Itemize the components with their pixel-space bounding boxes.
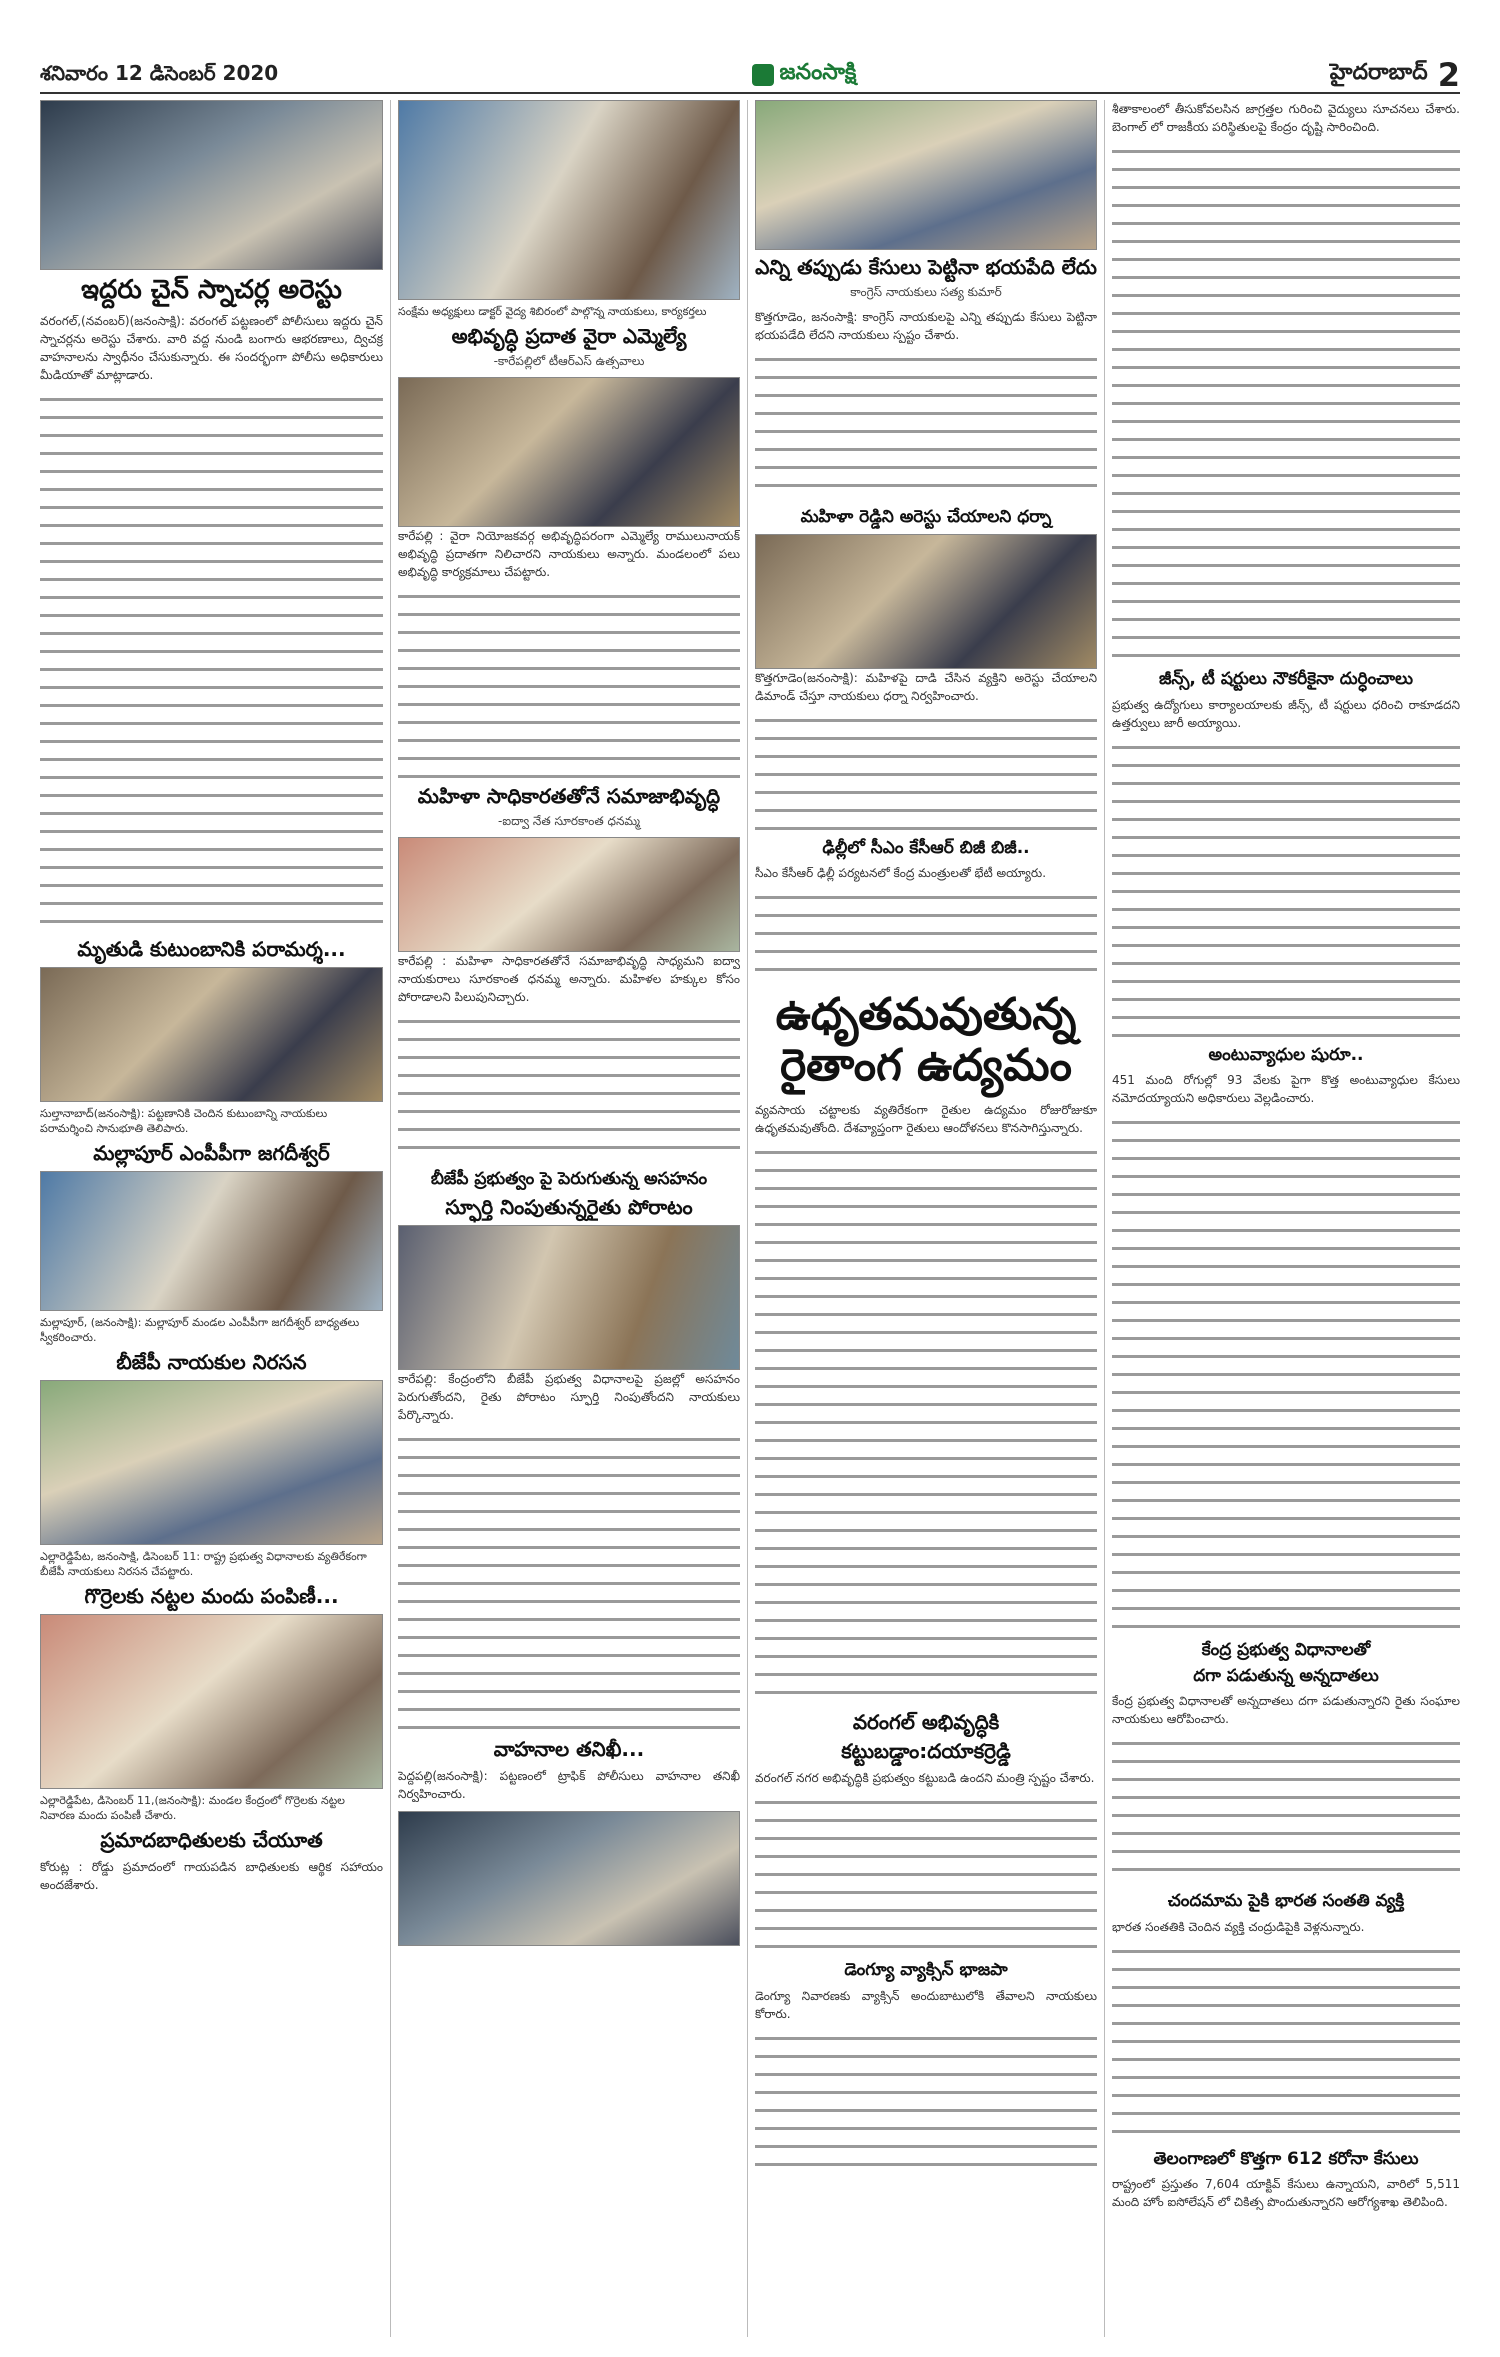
column-2 [398,100,740,2337]
headline-vehicle-check: వాహనాల తనిఖీ... [493,1736,645,1761]
article-warangal-dev: వరంగల్ నగర అభివృద్ధికి ప్రభుత్వం కట్టుబడి ఉందని మంత్రి స్పష్టం చేశారు. [755,1771,1095,1786]
headline-covid-cases: తెలంగాణలో కొత్తగా 612 కరోనా కేసులు [1153,2148,1419,2169]
subhead-women-empowerment: -ఐద్వా నేత సూరకాంత ధనమ్మ [498,814,640,828]
article-chain-snatchers: వరంగల్,(నవంబర్)(జనంసాక్షి): వరంగల్ పట్టణంలో పోలీసులు ఇద్దరు చైన్ స్నాచర్లను అరెస్టు చేశారు. వారి వద్ద నుండి బంగారు ఆభరణాలు, ద్విచక్ర వాహనాలను స్వాధీనం చేసుకున్నారు. ఈ సందర్భంగా పోలీసు అధికారులు మీడియాతో మాట్లాడారు. [40,313,383,382]
brand [752,60,857,90]
column-3 [755,100,1097,2337]
caption-mpp: మల్లాపూర్, (జనంసాక్షి): మల్లాపూర్ మండల ఎంపీపీగా జగదీశ్వర్ బాధ్యతలు స్వీకరించారు. [40,1315,360,1344]
text-lines [398,589,740,779]
text-lines [755,352,1097,502]
article-farmers-movement: వ్యవసాయ చట్టాలకు వ్యతిరేకంగా రైతుల ఉద్యమం రోజురోజుకూ ఉధృతమవుతోంది. దేశవ్యాప్తంగా రైతులు ఆందోళనలు కొనసాగిస్తున్నారు. [755,1103,1097,1136]
brand-logo-icon [752,64,774,86]
headline-false-cases: ఎన్ని తప్పుడు కేసులు పెట్టినా భయపేది లేదు [755,255,1097,279]
headline-wyra-mla: అభివృద్ధి ప్రదాత వైరా ఎమ్మెల్యే [451,324,687,348]
headline-mpp: మల్లాపూర్ ఎంపీపీగా జగదీశ్వర్ [93,1140,330,1165]
brand-name: జనంసాక్షి [779,60,857,85]
headline-infections: అంటువ్యాధుల షురూ.. [1208,1044,1364,1065]
article-vehicle-check: పెద్దపల్లి(జనంసాక్షి): పట్టణంలో ట్రాఫిక్ పోలీసులు వాహనాల తనిఖీ నిర్వహించారు. [398,1768,740,1801]
headline-sheep-medicine: గొర్రెలకు నట్టల మందు పంపిణీ... [84,1583,339,1608]
dharna-photo [755,534,1097,669]
text-lines [1112,740,1460,1040]
article-kcr-delhi: సీఎం కేసీఆర్ ఢిల్లీ పర్యటనలో కేంద్ర మంత్రులతో భేటీ అయ్యారు. [755,866,1047,881]
text-lines [755,2031,1097,2171]
headline-warangal-dev-2: కట్టుబడ్డాం:దయాకర్రెడ్డి [841,1739,1011,1764]
headline-warangal-dev: వరంగల్ అభివృద్ధికి [852,1710,1000,1735]
police-press-photo [40,100,383,270]
vehicle-check-photo [398,1811,740,1946]
headline-moon-mission: చందమామ పైకి భారత సంతతి వ్యక్తి [1167,1891,1405,1912]
caption-sheep-medicine: ఎల్లారెడ్డిపేట, డిసెంబర్ 11,(జనంసాక్షి): మండల కేంద్రంలో గొర్రెలకు నట్టల నివారణ మందు పంపిణీ చేశారు. [40,1793,345,1822]
column-4 [1112,100,1460,2337]
article-covid-cases: రాష్ట్రంలో ప్రస్తుతం 7,604 యాక్టివ్ కేసులు ఉన్నాయని, వారిలో 5,511 మంది హోం ఐసోలేషన్ లో చికిత్స పొందుతున్నారని ఆరోగ్యశాఖ తెలిపింది. [1112,2177,1460,2210]
headline-condolence: మృతుడి కుటుంబానికి పరామర్శ... [77,936,346,961]
aidwa-rally-photo [398,837,740,952]
text-lines [1112,1944,1460,2144]
edition-date: శనివారం 12 డిసెంబర్ 2020 [40,60,279,85]
caption-bjp-protest: ఎల్లారెడ్డిపేట, జనంసాక్షి, డిసెంబర్ 11: రాష్ట్ర ప్రభుత్వ విధానాలకు వ్యతిరేకంగా బీజేపీ నాయకులు నిరసన చేపట్టారు. [40,1549,367,1578]
text-lines [755,1145,1097,1705]
headline-farmers-movement-line1: ఉధృతమవుతున్న [775,989,1077,1041]
bjp-protest-photo [40,1380,383,1545]
text-lines [1112,1115,1460,1635]
text-lines [40,392,383,932]
headline-farmers-movement [755,990,1097,1091]
headline-farmers-movement-line2: రైతాంగ ఉద్యమం [780,1039,1072,1091]
sheep-medicine-photo [40,1614,383,1789]
city-name: హైదరాబాద్ [1329,60,1428,85]
trs-celebration-photo [398,377,740,527]
article-false-cases: కొత్తగూడెం, జనంసాక్షి: కాంగ్రెస్ నాయకులపై ఎన్ని తప్పుడు కేసులు పెట్టినా భయపడేది లేదని నాయకులు స్పష్టం చేశారు. [755,310,1097,342]
congress-leaders-photo [755,100,1097,250]
column-divider [390,100,391,2337]
edition-city [1330,56,1460,94]
article-accident-aid: కోరుట్ల : రోడ్డు ప్రమాదంలో గాయపడిన బాధితులకు ఆర్థిక సహాయం అందజేశారు. [40,1859,383,1892]
text-lines [755,713,1097,833]
article-farmers-struggle: కారేపల్లి: కేంద్రంలోని బీజేపీ ప్రభుత్వ విధానాలపై ప్రజల్లో అసహనం పెరుగుతోందని, రైతు పోరాటం స్ఫూర్తి నింపుతోందని నాయకులు పేర్కొన్నారు. [398,1371,740,1422]
farmers-meeting-photo [398,1225,740,1370]
article-moon-mission: భారత సంతతికి చెందిన వ్యక్తి చంద్రుడిపైకి వెళ్లనున్నారు. [1112,1919,1365,1934]
text-lines [1112,144,1460,664]
mpp-portrait-photo [40,1171,383,1311]
text-lines [1112,1736,1460,1886]
condolence-photo [40,967,383,1102]
subhead-wyra-mla: -కారేపల్లిలో టీఆర్ఎస్ ఉత్సవాలు [493,354,645,368]
page-number: 2 [1437,56,1460,94]
article-jeans-dress-code: ప్రభుత్వ ఉద్యోగులు కార్యాలయాలకు జీన్స్, టీ షర్టులు ధరించి రాకూడదని ఉత్తర్వులు జారీ అయ్యాయి. [1112,697,1460,730]
headline-chain-snatchers: ఇద్దరు చైన్ స్నాచర్ల అరెస్టు [81,275,342,305]
headline-women-empowerment: మహిళా సాధికారతతోనే సమాజాభివృద్ధి [417,784,721,808]
subhead-false-cases: కాంగ్రెస్ నాయకులు సత్య కుమార్ [850,285,1002,299]
article-central-policies: కేంద్ర ప్రభుత్వ విధానాలతో అన్నదాతలు దగా పడుతున్నారని రైతు సంఘాల నాయకులు ఆరోపించారు. [1112,1694,1460,1727]
headline-kcr-delhi: ఢిల్లీలో సీఎం కేసీఆర్ బిజీ బిజీ.. [822,837,1030,858]
text-lines [755,890,1097,980]
article-wyra-mla: కారేపల్లి : వైరా నియోజకవర్గ అభివృద్ధిపరంగా ఎమ్మెల్యే రాములునాయక్ అభివృద్ధి ప్రదాతగా నిలిచారని నాయకులు అన్నారు. మండలంలో పలు అభివృద్ధి కార్యక్రమాలు చేపట్టారు. [398,529,740,579]
masthead [40,58,1460,94]
article-infections: 451 మంది రోగుల్లో 93 వేలకు పైగా కొత్త అంటువ్యాధుల కేసులు నమోదయ్యాయని అధికారులు వెల్లడించారు. [1112,1073,1460,1106]
headline-dengue: డెంగ్యూ వ్యాక్సిన్ భాజపా [844,1960,1008,1981]
article-dharna: కొత్తగూడెం(జనంసాక్షి): మహిళపై దాడి చేసిన వ్యక్తిని అరెస్టు చేయాలని డిమాండ్ చేస్తూ నాయకులు ధర్నా నిర్వహించారు. [755,670,1097,703]
headline-cheated-farmers: దగా పడుతున్న అన్నదాతలు [1193,1665,1379,1686]
headline-bjp-protest: బీజేపీ నాయకుల నిరసన [116,1349,307,1374]
caption-condolence: సుల్తానాబాద్(జనంసాక్షి): పట్టణానికి చెందిన కుటుంబాన్ని నాయకులు పరామర్శించి సానుభూతి తెలిపారు. [40,1106,328,1135]
article-bengal: శీతాకాలంలో తీసుకోవలసిన జాగ్రత్తల గురించి వైద్యులు సూచనలు చేశారు. బెంగాల్ లో రాజకీయ పరిస్థితులపై కేంద్రం దృష్టి సారించింది. [1112,102,1460,134]
article-women-empowerment: కారేపల్లి : మహిళా సాధికారతతోనే సమాజాభివృద్ధి సాధ్యమని ఐద్వా నాయకురాలు సూరకాంత ధనమ్మ అన్నారు. మహిళల హక్కుల కోసం పోరాడాలని పిలుపునిచ్చారు. [398,954,740,1004]
text-lines [755,1795,1097,1955]
text-lines [398,1432,740,1732]
headline-accident-aid: ప్రమాదబాధితులకు చేయూత [100,1827,323,1852]
headline-bjp-intolerance: బీజేపీ ప్రభుత్వం పై పెరుగుతున్న అసహనం [430,1169,708,1189]
caption-medical-camp: సంక్షేమ అధ్యక్షులు డాక్టర్ వైద్య శిబిరంలో పాల్గొన్న నాయకులు, కార్యకర్తలు [398,305,707,318]
headline-farmers-inspire: స్ఫూర్తి నింపుతున్నరైతు పోరాటం [445,1194,693,1219]
headline-dharna: మహిళా రెడ్డిని అరెస్టు చేయాలని ధర్నా [800,507,1052,527]
column-divider [747,100,748,2337]
headline-central-policies: కేంద్ర ప్రభుత్వ విధానాలతో [1201,1640,1371,1661]
headline-jeans-dress-code: జీన్స్, టీ షర్టులు నౌకరీకైనా దుర్ధించాలు [1159,669,1413,689]
column-1 [40,100,383,2337]
medical-camp-photo [398,100,740,300]
column-divider [1104,100,1105,2337]
article-dengue: డెంగ్యూ నివారణకు వ్యాక్సిన్ అందుబాటులోకి తేవాలని నాయకులు కోరారు. [755,1988,1097,2021]
text-lines [398,1014,740,1164]
